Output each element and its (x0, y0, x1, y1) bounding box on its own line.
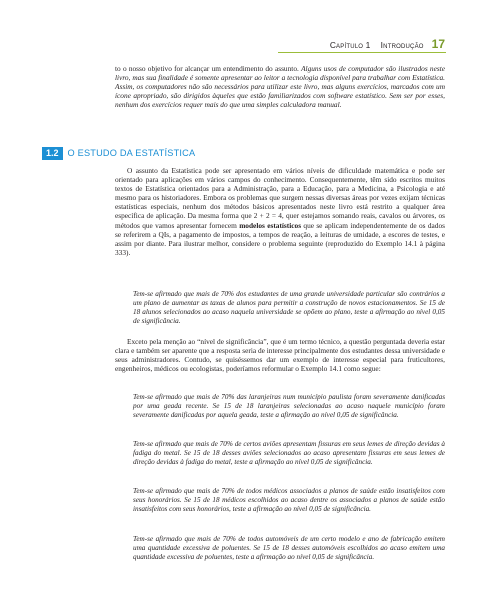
body-paragraph-1 (115, 166, 445, 257)
running-head (330, 36, 445, 50)
page-number: 17 (431, 37, 445, 51)
example-quote-3: Tem-se afirmado que mais de 70% de certos aviões apresentam fissuras em seus lemes de direção devidas à fadiga do metal. Se 15 de 18 desses aviões selecionados ao acaso apresentam fissuras em seus lemes de direção devidas à fadiga do metal, teste a afirmação ao nível 0,05 de significância. (133, 440, 445, 467)
section-heading (42, 146, 195, 160)
running-head-chapter (330, 40, 424, 50)
intro-text-regular: to o nosso objetivo for alcançar um entendimento do assunto. (115, 64, 302, 73)
example-quote-1: Tem-se afirmado que mais de 70% dos estudantes de uma grande universidade particular são contrários a um plano de aumentar as taxas de alunos para permitir a construção de novos estacionamentos. Se 15 de 18 alunos selecionados ao acaso naquela universidade se opõem ao plano, teste a afirmação ao nível 0,05 de significância. (133, 290, 445, 326)
intro-text-italic: Alguns usos de computador são ilustrados neste livro, mas sua finalidade é somente apresentar ao leitor a tecnologia disponível para trabalhar com Estatística. Assim, os computadores não são necessários para utilizar este livro, mas alguns exercícios, marcados com um ícone apropriado, são dirigidos àqueles que estão familiarizados com software estatístico. Sem ser por esses, nenhum dos exercícios requer mais do que uma simples calculadora manual. (115, 64, 445, 110)
example-quote-2: Tem-se afirmado que mais de 70% das laranjeiras num município paulista foram severamente danificadas por uma geada recente. Se 15 de 18 laranjeiras selecionadas ao acaso naquele município foram severamente danificadas por aquela geada, teste a afirmação ao nível 0,05 de significância. (133, 393, 445, 420)
body1-bold-term: modelos estatísticos (239, 220, 302, 230)
section-number-badge: 1.2 (42, 147, 63, 160)
body1-text-a: O assunto da Estatística pode ser apresentado em vários níveis de dificuldade matemática e pode ser orientado para aplicações em vários campos do conhecimento. Consequentemente, têm sido escritos muitos textos de Estatística orientados para a Administração, para a Educação, para a Medicina, a Psicologia e até mesmo para os historiadores. Embora os problemas que surgem nessas diversas áreas por vezes exijam técnicas estatísticas especiais, nenhum dos métodos básicos apresentados neste livro está restrito a qualquer área específica de aplicação. Da mesma forma que 2 + 2 = 4, quer estejamos somando reais, cavalos ou árvores, os métodos que vamos apresentar fornecem (115, 166, 445, 230)
chapter-section-label: Introdução (380, 40, 424, 50)
body-paragraph-2 (115, 337, 445, 373)
section-title: O ESTUDO DA ESTATÍSTICA (67, 148, 196, 158)
body2-text: Exceto pela menção ao “nível de significância”, que é um termo técnico, a questão perguntada deveria estar clara e também ser aparente que a resposta seria de interesse principalmente dos estudantes dessa universidade e seus administradores. Contudo, se quiséssemos dar um exemplo de interesse especial para fruticultores, engenheiros, médicos ou ecologistas, poderíamos reformular o Exemplo 14.1 como segue: (115, 337, 445, 374)
running-head-rule (278, 52, 446, 53)
intro-paragraph (115, 64, 445, 109)
example-quote-5: Tem-se afirmado que mais de 70% de todos automóveis de um certo modelo e ano de fabricação emitem uma quantidade excessiva de poluentes. Se 15 de 18 desses automóveis escolhidos ao acaso emitem uma quantidade excessiva de poluentes, teste a afirmação ao nível 0,05 de significância. (133, 535, 445, 562)
chapter-label: Capítulo 1 (329, 40, 371, 50)
body1-text-b: que se aplicam independentemente de os dados se referirem a QIs, a pagamento de impostos, a tempos de reação, a leituras de umidade, a escores de testes, e assim por diante. Para ilustrar melhor, considere o problema seguinte (reproduzido do Exemplo 14.1 à página 333). (115, 220, 445, 257)
example-quote-4: Tem-se afirmado que mais de 70% de todos médicos associados a planos de saúde estão insatisfeitos com seus honorários. Se 15 de 18 médicos escolhidos ao acaso dentre os associados a planos de saúde estão insatisfeitos com seus honorários, teste a afirmação ao nível 0,05 de significância. (133, 487, 445, 514)
